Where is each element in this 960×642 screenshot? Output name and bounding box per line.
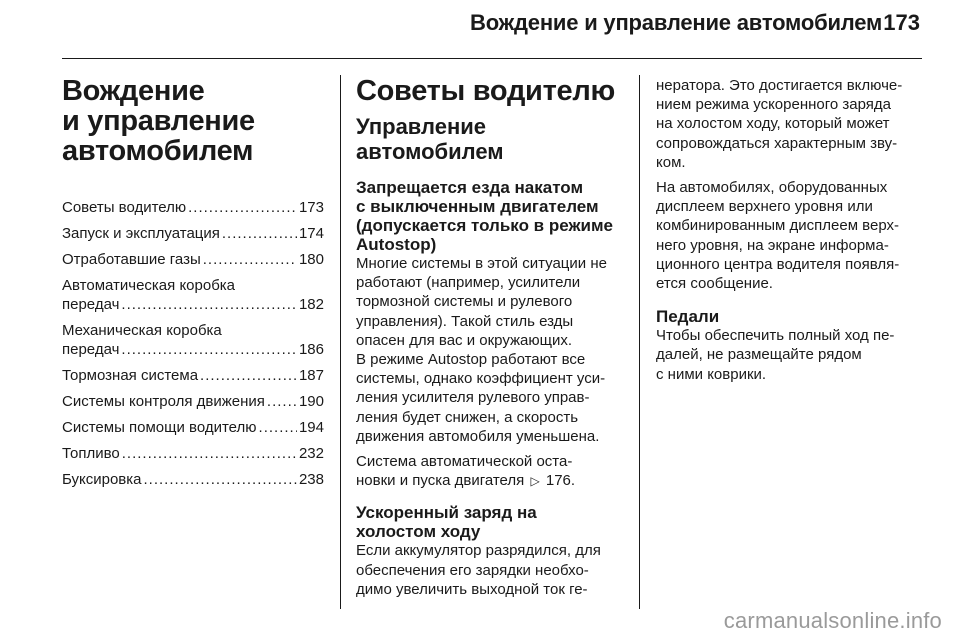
toc-entry[interactable] bbox=[62, 444, 324, 463]
toc-leader-dots bbox=[200, 366, 297, 385]
toc-entry-label: Советы водителю bbox=[62, 199, 187, 216]
text-line: тормозной системы и рулевого bbox=[356, 293, 573, 311]
toc-entry[interactable] bbox=[62, 250, 324, 269]
topic-heading-line: с выключенным двигателем bbox=[356, 197, 599, 216]
toc-leader-dots bbox=[222, 224, 297, 243]
subsection-title-line: Управление bbox=[356, 114, 487, 139]
paragraph bbox=[656, 326, 924, 384]
text-line: димо увеличить выходной ток ге- bbox=[356, 580, 588, 598]
toc-entry-label: Автоматическая коробка bbox=[62, 277, 236, 294]
toc-entry-label: Буксировка bbox=[62, 471, 142, 488]
text-line: нератора. Это достигается включе- bbox=[656, 77, 903, 94]
toc-entry-page: 182 bbox=[298, 296, 324, 313]
column-divider-1 bbox=[340, 75, 341, 609]
paragraph bbox=[656, 76, 924, 172]
toc-entry-label-cont: передач bbox=[62, 341, 120, 358]
body-column-3 bbox=[656, 76, 924, 390]
toc-entry-label-cont: передач bbox=[62, 296, 120, 313]
toc-leader-dots bbox=[144, 470, 297, 489]
toc-leader-dots bbox=[259, 418, 297, 437]
toc-entry-page: 186 bbox=[298, 341, 324, 358]
toc-leader-dots bbox=[203, 250, 297, 269]
text-line: нием режима ускоренного заряда bbox=[656, 96, 891, 114]
paragraph bbox=[356, 254, 626, 446]
topic-heading-line: (допускается только в режиме bbox=[356, 216, 614, 235]
column-divider-2 bbox=[639, 75, 640, 609]
topic-heading-fast-idle bbox=[356, 503, 626, 541]
topic-heading-coasting bbox=[356, 178, 626, 254]
toc-entry-label: Механическая коробка bbox=[62, 322, 222, 339]
text-line: системы, однако коэффициент уси- bbox=[356, 370, 606, 388]
toc-entry-label: Системы помощи водителю bbox=[62, 419, 257, 436]
text-line: Чтобы обеспечить полный ход пе- bbox=[656, 327, 895, 345]
subsection-title bbox=[356, 114, 626, 164]
toc-entry-page: 232 bbox=[298, 445, 324, 462]
table-of-contents bbox=[62, 198, 324, 489]
page-reference-link[interactable]: 176. bbox=[545, 472, 576, 490]
text-line: далей, не размещайте рядом bbox=[656, 346, 862, 364]
toc-leader-dots bbox=[121, 295, 297, 314]
toc-column bbox=[62, 76, 324, 496]
topic-heading-line: холостом ходу bbox=[356, 522, 481, 542]
header-rule bbox=[62, 58, 922, 59]
text-line: него уровня, на экране информа- bbox=[656, 236, 889, 254]
toc-entry-page: 180 bbox=[298, 251, 324, 268]
chapter-title-line: Вождение bbox=[62, 75, 205, 107]
text-line: обеспечения его зарядки необхо- bbox=[356, 561, 589, 579]
text-line: сопровождаться характерным зву- bbox=[656, 134, 898, 152]
page-ref-arrow-icon: ▷ bbox=[530, 474, 540, 489]
text-line: опасен для вас и окружающих. bbox=[356, 331, 573, 349]
toc-entry[interactable] bbox=[62, 366, 324, 385]
toc-entry[interactable] bbox=[62, 470, 324, 489]
toc-leader-dots bbox=[121, 340, 297, 359]
toc-leader-dots bbox=[267, 392, 297, 411]
subsection-title-line: автомобилем bbox=[356, 139, 504, 164]
paragraph bbox=[356, 541, 626, 599]
running-header-title: Вождение и управление автомобилем bbox=[470, 10, 883, 35]
text-line: с ними коврики. bbox=[656, 365, 767, 383]
toc-entry-page: 187 bbox=[298, 367, 324, 384]
toc-entry[interactable] bbox=[62, 224, 324, 243]
toc-entry-page: 194 bbox=[298, 419, 324, 436]
toc-leader-dots bbox=[122, 444, 297, 463]
chapter-title bbox=[62, 76, 324, 166]
body-column-2 bbox=[356, 76, 626, 605]
toc-entry-page: 174 bbox=[298, 225, 324, 242]
topic-heading-line: Autostop) bbox=[356, 235, 437, 254]
toc-entry-label: Запуск и эксплуатация bbox=[62, 225, 220, 242]
toc-entry-label: Отработавшие газы bbox=[62, 251, 201, 268]
text-line: на холостом ходу, который может bbox=[656, 115, 890, 133]
text-line: движения автомобиля уменьшена. bbox=[356, 427, 600, 445]
text-line: ционного центра водителя появля- bbox=[656, 255, 900, 273]
toc-entry[interactable] bbox=[62, 198, 324, 217]
toc-entry-page: 173 bbox=[298, 199, 324, 216]
text-line: ления усилителя рулевого управ- bbox=[356, 389, 590, 407]
toc-entry[interactable] bbox=[62, 276, 324, 314]
toc-entry-label: Тормозная система bbox=[62, 367, 199, 384]
text-line: работают (например, усилители bbox=[356, 274, 581, 292]
text-line-with-ref: новки и пуска двигателя ▷ 176. bbox=[356, 472, 576, 490]
paragraph bbox=[356, 452, 626, 491]
text-line: дисплеем верхнего уровня или bbox=[656, 198, 873, 216]
paragraph bbox=[656, 178, 924, 293]
text-line: ления будет снижен, а скорость bbox=[356, 408, 579, 426]
topic-heading-line: Ускоренный заряд на bbox=[356, 503, 537, 523]
toc-entry[interactable] bbox=[62, 392, 324, 411]
toc-entry-label: Топливо bbox=[62, 445, 120, 462]
topic-heading-line: Запрещается езда накатом bbox=[356, 178, 584, 197]
text-line: Система автоматической оста- bbox=[356, 453, 573, 471]
toc-entry-label: Системы контроля движения bbox=[62, 393, 265, 410]
page-number: 173 bbox=[883, 10, 920, 35]
text-line: комбинированным дисплеем верх- bbox=[656, 217, 899, 235]
text-line: ется сообщение. bbox=[656, 275, 773, 293]
text-line: ком. bbox=[656, 153, 686, 171]
text-line: Многие системы в этой ситуации не bbox=[356, 255, 607, 272]
toc-entry[interactable] bbox=[62, 321, 324, 359]
text-line: Если аккумулятор разрядился, для bbox=[356, 542, 601, 560]
text-line: управления). Такой стиль езды bbox=[356, 312, 574, 330]
text-line: На автомобилях, оборудованных bbox=[656, 179, 888, 197]
chapter-title-line: и управление bbox=[62, 105, 255, 137]
text-line: В режиме Autostop работают все bbox=[356, 351, 586, 369]
toc-entry-page: 190 bbox=[298, 393, 324, 410]
toc-entry[interactable] bbox=[62, 418, 324, 437]
chapter-title-line: автомобилем bbox=[62, 135, 254, 167]
toc-entry-page: 238 bbox=[298, 471, 324, 488]
toc-leader-dots bbox=[188, 198, 297, 217]
watermark-text: carmanualsonline.info bbox=[723, 608, 942, 633]
section-title: Советы водителю bbox=[356, 75, 615, 107]
topic-heading-pedals: Педали bbox=[656, 307, 720, 327]
